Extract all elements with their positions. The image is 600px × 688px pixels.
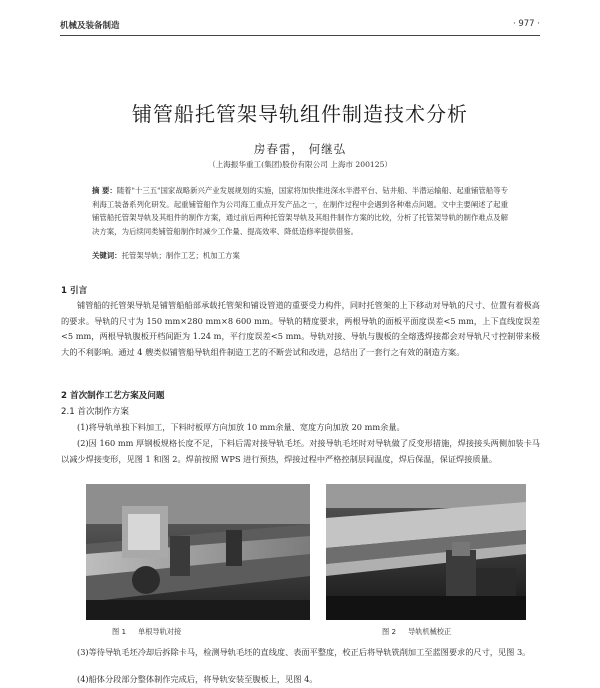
abstract-text: 随着"十三五"国家战略新兴产业发展规划的实施，国家将加快推进深水半潜平台、钻井船、半潜运输船、起重铺管船等专利海工装备系列化研发。起重铺管船作为公司海工重点开发产品之一，在制作过程中会遇到各种难点问题。文中主要阐述了起重铺管船托管架导轨及其组件的制作方案，通过前后两种托管架导轨及其组件制作方案的比较，分析了托管架导轨的制作难点及解决方案，为后续同类铺管船制作时减少工作量、提高效率、降低造修率提供借鉴。 <box>92 186 508 236</box>
figure-1-caption-text: 单根导轨对接 <box>138 627 182 636</box>
abstract <box>92 184 508 238</box>
abstract-label: 摘 要： <box>92 186 117 195</box>
figure-2-caption <box>382 627 451 637</box>
section-2-paragraph-1: (1)将导轨单独下料加工，下料时板厚方向加放 10 mm余量、宽度方向加放 20 mm余量。 <box>77 422 405 432</box>
figure-2-photo <box>326 484 526 620</box>
header-rule <box>60 35 540 36</box>
journal-name: 机械及装备制造 <box>60 21 120 31</box>
section-1-heading: 1 引言 <box>61 286 88 296</box>
section-2-paragraph-2: (2)因 160 mm 厚钢板规格长度不足，下料后需对接导轨毛坯。对接导轨毛坯时对导轨做了反变形措施，焊接接头两侧加装卡马以减少焊接变形，见图 1 和图 2。焊前按照 WPS 进行预热，焊接过程中严格控制层间温度，焊后保温，保证焊接质量。 <box>61 438 540 464</box>
keywords-text: 托管架导轨；制作工艺；机加工方案 <box>121 251 240 260</box>
section-2-1-heading: 2.1 首次制作方案 <box>61 407 129 417</box>
figure-1-image <box>86 484 310 620</box>
figure-2-image <box>326 484 526 620</box>
section-2-paragraph-4: (4)船体分段部分整体制作完成后，将导轨安装至腹板上，见图 4。 <box>77 674 318 684</box>
figure-1-number: 图 1 <box>112 627 127 636</box>
section-2-paragraph-3: (3)等待导轨毛坯冷却后拆除卡马，检测导轨毛坯的直线度、表面平整度，校正后将导轨铣削加工至蓝图要求的尺寸，见图 3。 <box>77 647 531 657</box>
author-affiliation: （上海振华重工(集团)股份有限公司 上海市 200125） <box>207 160 393 169</box>
keywords <box>92 250 508 261</box>
paper-title: 铺管船托管架导轨组件制造技术分析 <box>132 102 468 126</box>
section-1-paragraph: 铺管船的托管架导轨是铺管船船部承载托管架和铺设管道的重要受力构件，同时托管架的上下移动对导轨的尺寸、位置有着极高的要求。导轨的尺寸为 150 mm×280 mm×8 600 mm。导轨的精度要求，两根导轨的面板平面度误差<5 mm，上下直线度误差<5 mm，两根导轨腹板开档间距为 1.24 m，平行度误差<5 mm。导轨对接、导轨与腹板的全熔透焊接都会对导轨尺寸控制带来极大的不利影响。通过 4 艘类似铺管船导轨组件制造工艺的不断尝试和改进，总结出了一套行之有效的制造方案。 <box>61 300 540 357</box>
keywords-label: 关键词： <box>92 251 122 260</box>
figure-2-number: 图 2 <box>382 627 397 636</box>
section-2-heading: 2 首次制作工艺方案及问题 <box>61 391 165 401</box>
figure-1-caption <box>112 627 181 637</box>
running-header <box>60 19 540 33</box>
figure-2-caption-text: 导轨机械校正 <box>408 627 452 636</box>
paper-authors: 房春雷， 何继弘 <box>253 142 347 156</box>
figure-1-photo <box>86 484 310 620</box>
page-number: · 977 · <box>512 19 540 29</box>
